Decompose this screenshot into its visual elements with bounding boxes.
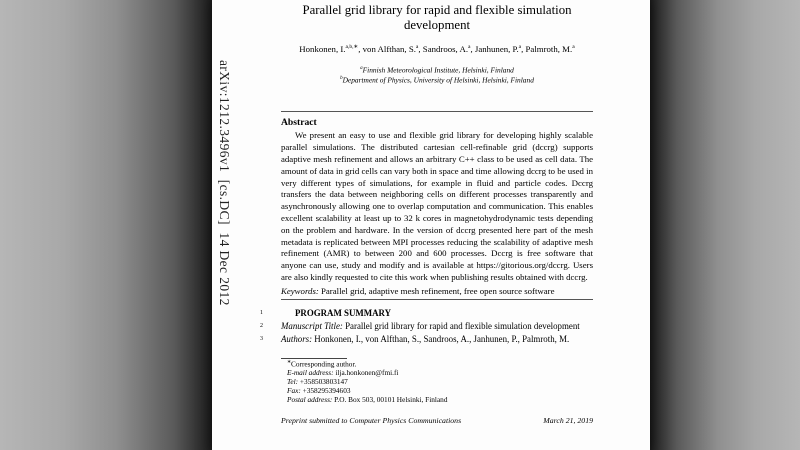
keywords-text: Parallel grid, adaptive mesh refinement, free open source software — [321, 285, 555, 296]
abstract-text — [281, 130, 593, 283]
tel-value: +358503803147 — [299, 377, 348, 387]
page-footer — [281, 416, 593, 425]
line-number: 1 — [260, 309, 263, 316]
affiliation-text: Department of Physics, University of Helsinki, Helsinki, Finland — [342, 75, 534, 85]
paper-page — [212, 0, 650, 450]
affiliation-marker: a — [360, 65, 363, 71]
author-affiliation-marker: a — [415, 43, 419, 50]
author-name: , Sandroos, A. — [418, 43, 469, 54]
line-number: 3 — [260, 335, 263, 342]
keywords-line — [281, 286, 593, 296]
email-label: E-mail address: — [287, 368, 334, 378]
program-summary-heading-row — [260, 307, 593, 320]
program-summary-authors-row — [260, 333, 593, 346]
author-affiliation-marker: a — [518, 43, 522, 50]
dccrg-repository-link[interactable]: https://gitorious.org/dccrg — [476, 260, 568, 271]
tel-label: Tel: — [287, 377, 299, 387]
affiliation — [281, 74, 593, 85]
manuscript-title-text: Parallel grid library for rapid and flexible simulation development — [345, 320, 580, 331]
keywords-label: Keywords: — [281, 285, 319, 296]
author-name: , Janhunen, P. — [470, 43, 519, 54]
arxiv-watermark: arXiv:1212.3496v1 [cs.DC] 14 Dec 2012 — [217, 60, 232, 306]
author-affiliation-marker: a — [468, 43, 471, 50]
affiliation — [281, 64, 593, 75]
abstract-text-before-link: We present an easy to use and flexible grid library for developing highly scalable parallel simulations. The distributed cartesian cell-refinable grid (dccrg) supports adaptive mesh refinement and allows an arbitrary C++ class to be used as cell data. The amount of data in grid cells can vary both in space and time allowing dccrg to be used in very different types of simulations, for example in fluid and particle codes. Dccrg transfers the data between neighboring cells on different processes transparently and asynchronously allowing one to overlap computation and communication. This enables excellent scalability at least up to 32 k cores in magnetohydrodynamic tests depending on the problem and hardware. In the version of dccrg presented here part of the mesh metadata is replicated between MPI processes reducing the scalability of adaptive mesh refinement (AMR) to between 200 and 600 processes. Dccrg is free software that anyone can use, study and modify and is available at — [281, 130, 593, 271]
author-affiliation-marker: a,b,∗ — [345, 43, 359, 50]
manuscript-title-label: Manuscript Title: — [281, 320, 343, 331]
affiliation-marker: b — [340, 76, 343, 82]
paper-content — [260, 0, 593, 405]
corresponding-email-link[interactable]: ilja.honkonen@fmi.fi — [335, 368, 399, 378]
author-name: , Palmroth, M. — [521, 43, 573, 54]
fax-label: Fax: — [287, 385, 301, 395]
author-line — [281, 42, 593, 54]
postal-address-value: P.O. Box 503, 00101 Helsinki, Finland — [334, 394, 448, 404]
affiliation-text: Finnish Meteorological Institute, Helsinki, Finland — [362, 64, 514, 74]
postal-address-label: Postal address: — [287, 394, 333, 404]
corresponding-author-marker: ∗ — [287, 359, 292, 365]
background-gradient-right — [650, 0, 800, 450]
preprint-submitted-text: Preprint submitted to Computer Physics Communications — [281, 416, 462, 425]
corresponding-author-text: Corresponding author. — [291, 359, 357, 369]
author-name: , von Alfthan, S. — [358, 43, 416, 54]
authors-label: Authors: — [281, 333, 313, 344]
footer-date: March 21, 2019 — [543, 416, 593, 425]
abstract-bottom-rule — [281, 299, 593, 300]
program-summary-heading: PROGRAM SUMMARY — [295, 307, 392, 318]
paper-title: Parallel grid library for rapid and flexible simulation development — [302, 3, 572, 32]
abstract-text-after-link: . Users are also kindly requested to cite this work when publishing results obtained with dccrg. — [281, 260, 593, 283]
program-summary-manuscript-title-row — [260, 320, 593, 333]
authors-text: Honkonen, I., von Alfthan, S., Sandroos, A., Janhunen, P., Palmroth, M. — [314, 333, 570, 344]
line-number: 2 — [260, 322, 263, 329]
abstract-top-rule — [281, 111, 593, 112]
author-affiliation-marker: a — [572, 43, 575, 50]
fax-value: +358295394603 — [302, 385, 351, 395]
background-gradient-left — [0, 0, 212, 450]
abstract-heading: Abstract — [281, 117, 317, 129]
footnote-postal — [281, 396, 593, 405]
author-name: Honkonen, I. — [299, 43, 346, 54]
